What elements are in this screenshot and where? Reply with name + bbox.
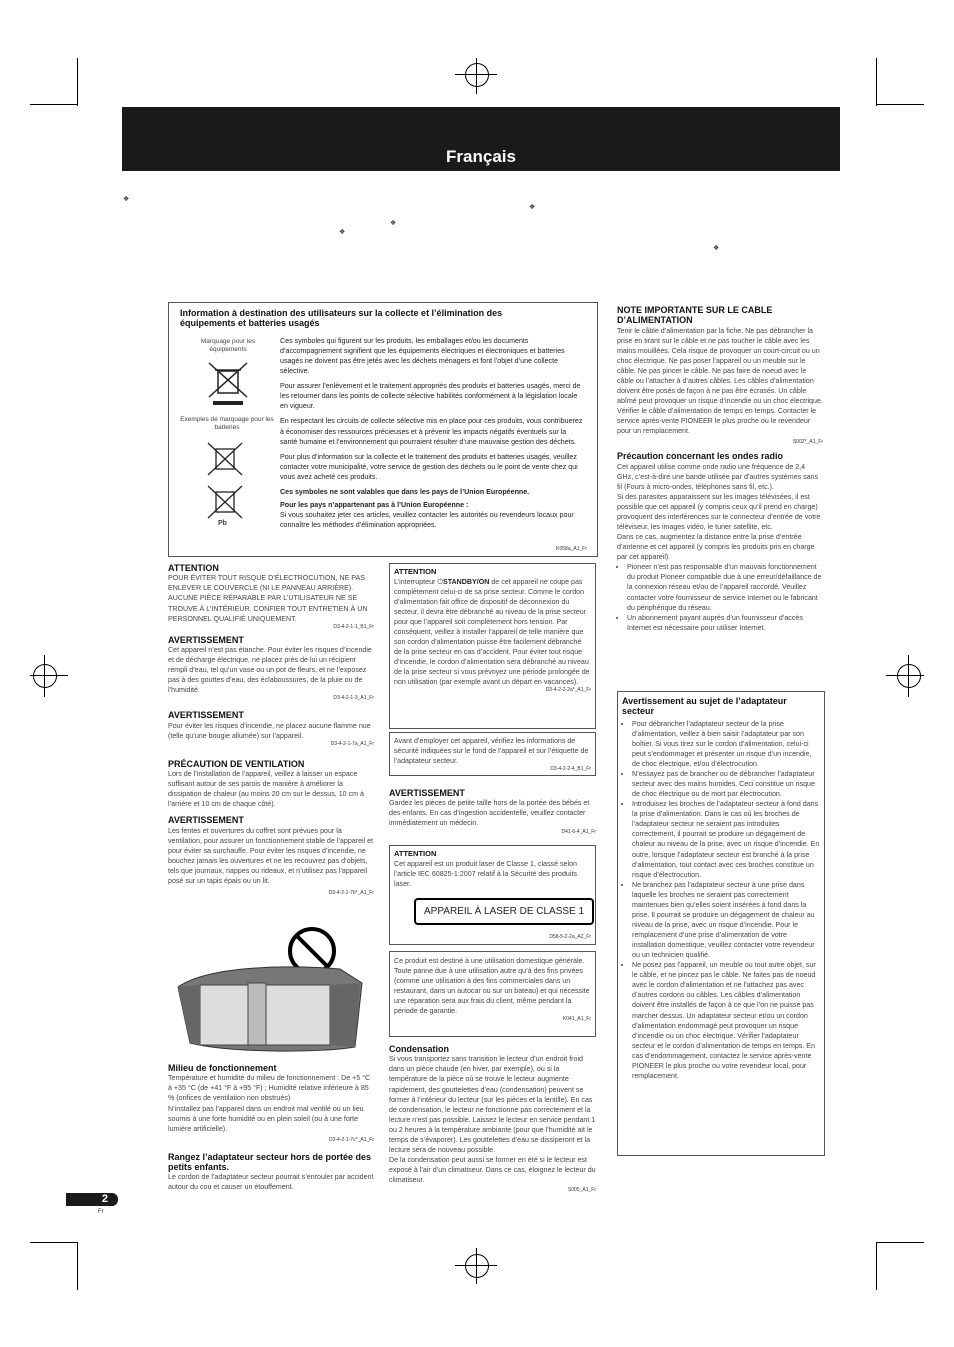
domestic-use-code: K041_A1_Fr bbox=[562, 1016, 591, 1023]
crop-mark bbox=[30, 104, 78, 105]
weee-text-column bbox=[280, 336, 585, 530]
crop-mark bbox=[876, 58, 877, 106]
registration-mark-icon bbox=[465, 63, 489, 87]
weee-p3: En respectant les circuits de collecte sélective mis en place pour ces produits, vous contribuerez à économiser des ressources précieuses et à prévenir les impacts négatifs éventuels sur la santé humaine et l’environnement qui pourraient résulter d’une mauvaise gestion des déchets. bbox=[280, 417, 583, 446]
crop-mark bbox=[908, 655, 909, 697]
power-cable-code: S002*_A1_Fr bbox=[792, 439, 823, 446]
condensation-text-1: Si vous transportez sans transition le lecteur d’un endroit froid dans un pièce chaude (en hiver, par exemple), ou si la température de la pièce où se trouve le lecteur augmente rapidement, des gouttelettes d’eau (condensation) peuvent se former à l’intérieur du lecteur (sur les pièces et la lentille). En cas de condensation, le lecteur ne fonctionne pas correctement et la lecture n’est pas possible. Laissez le lecteur en service pendant 1 ou 2 heures à la température ambiante (pour que l’humidité ait le temps de s’évaporer). Les gouttelettes d’eau se dissiperont et la lecture sera de nouveau possible. bbox=[389, 1055, 596, 1154]
crop-mark bbox=[44, 655, 45, 697]
domestic-use-text: Ce produit est destiné à une utilisation domestique générale. Toute panne due à une utilisation autre qu’à des fins privées (comme une utilisation à des fins commerciales dans un restaurant, dans un autocar ou sur un bateau) et qui nécessite une réparation sera aux frais du client, même pendant la période de garantie. bbox=[394, 957, 590, 1016]
warning-text: Cet appareil n’est pas étanche. Pour éviter les risques d’incendie et de décharge électrique, ne placez près de lui un récipient rempli d’eau, tel qu’un vase ou un pot de fleurs, et ne l’exposez pas à des gouttes d’eau, des éclaboussures, de la pluie ou de l’humidité. bbox=[168, 646, 372, 695]
standby-text-end: de cet appareil ne coupe pas complètement celui-ci de sa prise secteur. Comme le cordon d’alimentation fait office de dispositif de déconnexion du secteur, il devra être débranché au niveau de la prise secteur pour que l’appareil soit complètement hors tension. Par conséquent, veillez à installer l’appareil de telle manière que son cordon d’alimentation puisse être facilement débranché de la prise secteur en cas d’accident. Pour éviter tout risque d’incendie, le cordon d’alimentation sera débranché au niveau de la prise secteur si vous prévoyez une période prolongée de non utilisation (par exemple avant un départ en vacances). bbox=[394, 577, 590, 687]
warning-code: D3-4-2-1-3_A1_Fr bbox=[333, 695, 374, 702]
crop-mark bbox=[77, 1242, 78, 1290]
condensation-section bbox=[389, 1044, 596, 1193]
warning-code: D3-4-2-1-7a_A1_Fr bbox=[330, 740, 374, 747]
crossed-bin-icon bbox=[205, 441, 245, 479]
crop-mark bbox=[876, 1242, 877, 1290]
attention-text: POUR ÉVITER TOUT RISQUE D’ÉLECTROCUTION, NE PAS ENLEVER LE COUVERCLE (NI LE PANNEAU ARRIÈRE). AUCUNE PIÈCE RÉPARABLE PAR L’UTILISATEUR NE SE TROUVE À L’INTÉRIEUR. CONFIER TOUT ENTRETIEN À UN PERSONNEL QUALIFIÉ UNIQUEMENT. bbox=[168, 574, 368, 623]
radio-text-2: Si des parasites apparaissent sur les images télévisées, il est possible que cet appareil (y compris ceux qu’il prend en charge) provoquent des interférences sur le connecteur d’entrée de votre téléviseur, les images vidéo, le tuner satellite, etc. bbox=[617, 492, 821, 532]
page-number: 2 bbox=[101, 1193, 108, 1205]
weee-label-batteries: Exemples de marquage pour les batteries bbox=[180, 416, 274, 432]
adapter-bullet-list bbox=[622, 719, 820, 1081]
diamond-bullet-icon: ❖ bbox=[390, 220, 397, 227]
registration-mark-icon bbox=[897, 664, 921, 688]
power-icon: ⏻ bbox=[437, 577, 444, 586]
page-language: Fr bbox=[98, 1209, 104, 1215]
power-cable-text: Tenir le câble d’alimentation par la fiche. Ne pas débrancher la prise en tirant sur le câble et ne pas toucher le câble avec les mains mouillées. Cela risque de provoquer un court-circuit ou un choc électrique. Ne pas poser l’appareil ou un meuble sur le câble. Ne pas pincer le câble. Ne pas faire de noeud avec le câble ou l’attacher à d’autres câbles. Les câbles d’alimentation doivent être posés de façon à ne pas être écrasés. Un câble abîmé peut provoquer un risque d’incendie ou un choc électrique. Vérifier le câble d’alimentation de temps en temps. Contacter le service après-vente PIONEER le plus proche ou le revendeur pour un remplacement. bbox=[617, 326, 823, 436]
warning-heading: AVERTISSEMENT bbox=[168, 710, 244, 721]
attention-heading: ATTENTION bbox=[394, 849, 437, 858]
standby-attention-box bbox=[389, 563, 596, 729]
condensation-code: S005_A1_Fr bbox=[567, 1187, 596, 1194]
weee-p4: Pour plus d’information sur la collecte et le traitement des produits et batteries usagés, veuillez contacter votre municipalité, votre service de gestion des déchets ou le point de vente chez qui vous avez acheté ces produits. bbox=[280, 452, 578, 481]
warning-text: Pour éviter les risques d’incendie, ne placez aucune flamme nue (telle qu’une bougie allumée) sur l’appareil. bbox=[168, 721, 371, 740]
environment-text-2: N’installez pas l’appareil dans un endroit mal ventilé ou un lieu soumis à une forte humidité ou en plein soleil (ou à une forte lumière artificielle). bbox=[168, 1104, 364, 1133]
warning-code: D41-6-4_A1_Fr bbox=[561, 828, 596, 835]
weee-pb-label: Pb bbox=[218, 520, 227, 527]
radio-text-1: Cet appareil utilise comme onde radio une fréquence de 2,4 GHz, c’est-à-dire une bande utilisée par d’autres systèmes sans fil (Fours à micro-ondes, téléphones sans fil, etc.). bbox=[617, 462, 819, 491]
registration-mark-icon bbox=[33, 664, 57, 688]
condensation-heading: Condensation bbox=[389, 1044, 449, 1054]
covered-device-illustration bbox=[170, 925, 370, 1060]
column-left bbox=[168, 563, 374, 896]
diamond-bullet-icon: ❖ bbox=[713, 245, 720, 252]
crop-mark bbox=[77, 58, 78, 106]
diamond-bullet-icon: ❖ bbox=[123, 196, 130, 203]
warning-heading: AVERTISSEMENT bbox=[389, 788, 465, 798]
standby-code: D3-4-2-2-2a*_A1_Fr bbox=[545, 687, 591, 694]
adapter-children-heading: Rangez l’adaptateur secteur hors de portée des petits enfants. bbox=[168, 1151, 372, 1173]
safety-info-box bbox=[389, 732, 596, 776]
column-left-lower bbox=[168, 1063, 374, 1193]
radio-text-3: Dans ce cas, augmentez la distance entre la prise d’entrée d’antenne et cet appareil (y compris les produits pris en charge par cet appareil). bbox=[617, 533, 815, 562]
ventilation-heading: PRÉCAUTION DE VENTILATION bbox=[168, 758, 305, 769]
list-item: • Un abonnement payant auprès d’un fournisseur d’accès Internet est nécessaire pour utiliser Internet. bbox=[627, 613, 823, 633]
weee-code: K058a_A1_Fr bbox=[556, 546, 587, 552]
adapter-warning-heading: Avertissement au sujet de l’adaptateur secteur bbox=[622, 696, 787, 717]
weee-p7: Si vous souhaitez jeter ces articles, veuillez contacter les autorités ou revendeurs locaux pour connaître les méthodes d’élimination appropriées. bbox=[280, 510, 574, 529]
small-parts-warning bbox=[389, 788, 596, 835]
crop-mark bbox=[476, 58, 477, 94]
weee-p6: Pour les pays n’appartenant pas à l’Union Européenne : bbox=[280, 500, 469, 509]
condensation-text-2: De la condensation peut aussi se former en été si le lecteur est exposé à l’air d’un climatiseur. Dans ce cas, éloignez le lecteur du climatiseur. bbox=[389, 1155, 596, 1185]
environment-code: D3-4-2-1-7c*_A1_Fr bbox=[328, 1136, 374, 1143]
crop-mark bbox=[876, 1242, 924, 1243]
weee-info-box bbox=[168, 302, 598, 557]
standby-text-start: L’interrupteur bbox=[394, 577, 438, 586]
weee-label-equipment: Marquage pour les équipements bbox=[200, 338, 256, 354]
domestic-use-box bbox=[389, 951, 596, 1037]
crop-mark bbox=[30, 675, 68, 676]
weee-p1: Ces symboles qui figurent sur les produits, les emballages et/ou les documents d’accompagnement signifient que les équipements électriques et électroniques et batteries usagés ne doivent pas être jetés avec les déchets ménagers et font l’objet d’une collecte sélective. bbox=[280, 337, 565, 376]
laser-text: Cet appareil est un produit laser de Classe 1, classé selon l’article IEC 60825-1:2007 relatif à la Sécurité des produits laser. bbox=[394, 859, 577, 888]
list-item: • N’essayez pas de brancher ou de débrancher l’adaptateur secteur avec des mains humides. Ceci constitue un risque de choc électrique ou de mort par électrocution. bbox=[632, 769, 820, 799]
laser-attention-box bbox=[389, 845, 596, 945]
weee-p5: Ces symboles ne sont valables que dans les pays de l’Union Européenne. bbox=[280, 487, 530, 496]
adapter-children-text: Le cordon de l’adaptateur secteur pourrait s’enrouler par accident autour du cou et causer un étouffement. bbox=[168, 1173, 374, 1192]
weee-title: Information à destination des utilisateurs sur la collecte et l’élimination des équipements et batteries usagés bbox=[180, 308, 503, 329]
crop-mark bbox=[30, 1242, 78, 1243]
page-title: Français bbox=[446, 147, 516, 166]
list-item: • Pour débrancher l’adaptateur secteur de la prise d’alimentation, veillez à bien saisir l’adaptateur par son boîtier. Si vous tirez sur le cordon d’alimentation, celui-ci peut s’endommager et présenter un risque d’un incendie, de choc électrique, et/ou d’électrocution. bbox=[632, 719, 820, 769]
laser-class-label: APPAREIL À LASER DE CLASSE 1 bbox=[414, 898, 594, 925]
diamond-bullet-icon: ❖ bbox=[529, 204, 536, 211]
warning-code: D3-4-2-1-7b*_A1_Fr bbox=[328, 890, 374, 897]
crop-mark bbox=[476, 1248, 477, 1284]
radio-heading: Précaution concernant les ondes radio bbox=[617, 451, 784, 462]
attention-code: D3-4-2-1-1_B1_Fr bbox=[333, 623, 374, 630]
adapter-warning-box bbox=[617, 691, 825, 1156]
weee-p2: Pour assurer l’enlèvement et le traitement appropriés des produits et batteries usagés, merci de les retourner dans les points de collecte sélective habilités conformément à la législation locale en vigueur. bbox=[280, 382, 581, 411]
ventilation-text: Lors de l’installation de l’appareil, veillez à laisser un espace suffisant autour de ses parois de manière à améliorer la dissipation de chaleur (au moins 20 cm sur le dessus, 10 cm à l’arrière et 10 cm de chaque côté). bbox=[168, 770, 364, 809]
crop-mark bbox=[876, 104, 924, 105]
warning-heading: AVERTISSEMENT bbox=[168, 634, 244, 645]
crossed-bin-icon bbox=[205, 361, 251, 409]
laser-code: D58-5-2-2a_A2_Fr bbox=[549, 934, 591, 940]
header-bar bbox=[122, 107, 840, 171]
warning-heading: AVERTISSEMENT bbox=[168, 815, 244, 826]
standby-attention-text bbox=[394, 577, 591, 688]
radio-bullet-list bbox=[617, 562, 823, 632]
environment-heading: Milieu de fonctionnement bbox=[168, 1063, 277, 1073]
environment-text-1: Température et humidité du milieu de fonctionnement : De +5 °C à +35 °C (de +41 °F à +95 °F) ; Humidité relative inférieure à 85 % (orifices de ventilation non obstrués) bbox=[168, 1074, 371, 1103]
diamond-bullet-icon: ❖ bbox=[339, 229, 346, 236]
safety-info-code: D3-4-2-2-4_B1_Fr bbox=[550, 766, 591, 773]
crop-mark bbox=[886, 675, 924, 676]
standby-button-label: STANDBY/ON bbox=[443, 577, 490, 586]
attention-heading: ATTENTION bbox=[168, 563, 219, 573]
list-item: • Ne posez pas l’appareil, un meuble ou tout autre objet, sur le câble, et ne pincez pas le câble. Ne faites pas de noeud avec le cordon d’alimentation et ne l’attachez pas avec d’autres cordons ou câbles. Les câbles d’alimentation doivent être installés de façon à ce que l’on ne puisse pas marcher dessus. Un adaptateur secteur et/ou un cordon d’alimentation endommagé peut provoquer un risque d’incendie ou un choc électrique. Vérifier l’adaptateur secteur et le cordon d’alimentation de temps en temps. En cas d’endommagement, contactez le service après-vente PIONEER le plus proche ou votre revendeur local, pour remplacement. bbox=[632, 960, 820, 1081]
crop-mark bbox=[455, 1265, 497, 1266]
safety-info-text: Avant d’employer cet appareil, vérifiez les informations de sécurité indiquées sur le fond de l’appareil et sur l’étiquette de l’adaptateur secteur. bbox=[394, 737, 589, 766]
list-item: • Introduisez les broches de l’adaptateur secteur à fond dans la prise d’alimentation. Dans le cas où les broches de l’adaptateur secteur ne seraient pas introduites correctement, il pourrait se produire un dégagement de chaleur au niveau de la prise, avec un risque d’incendie. En outre, lorsque l’adaptateur secteur est branché à la prise d’alimentation, tout contact avec ces broches constitue un risque d’électrocution. bbox=[632, 799, 820, 880]
attention-heading: ATTENTION bbox=[394, 567, 437, 576]
crossed-bin-icon bbox=[205, 484, 245, 522]
power-cable-heading: NOTE IMPORTANTE SUR LE CABLE D’ALIMENTATION bbox=[617, 305, 773, 326]
registration-mark-icon bbox=[465, 1254, 489, 1278]
list-item: • Ne branchez pas l’adaptateur secteur à une prise dans laquelle les broches ne seraient pas correctement maintenues bien qu’elles soient insérées à fond dans la prise. Il pourrait se produire un dégagement de chaleur au niveau de la prise, avec un risque d’incendie. Pour le remplacement d’une prise d’alimentation de votre installation domestique, veuillez contacter votre revendeur ou un technicien qualifié. bbox=[632, 880, 820, 961]
warning-text: Gardez les pièces de petite taille hors de la portée des bébés et des enfants. En cas d’ingestion accidentelle, veuillez contacter immédiatement un médecin. bbox=[389, 799, 590, 828]
warning-text: Les fentes et ouvertures du coffret sont prévues pour la ventilation, pour assurer un fonctionnement stable de l’appareil et pour éviter sa surchauffe. Pour éviter les risques d’incendie, ne bouchez jamais les ouvertures et ne les recouvrez pas d’objets, tels que journaux, nappes ou rideaux, et n’utilisez pas l’appareil posé sur un tapis épais ou un lit. bbox=[168, 826, 374, 886]
list-item: • Pioneer n’est pas responsable d’un mauvais fonctionnement du produit Pioneer compatible due à une erreur/défaillance de la connexion réseau et/ou de l’appareil raccordé. Veuillez contacter votre fournisseur de service Internet ou le fabricant du périphérique du réseau. bbox=[627, 562, 823, 612]
column-right bbox=[617, 305, 823, 633]
crop-mark bbox=[455, 74, 497, 75]
page-number-bar bbox=[66, 1193, 118, 1206]
